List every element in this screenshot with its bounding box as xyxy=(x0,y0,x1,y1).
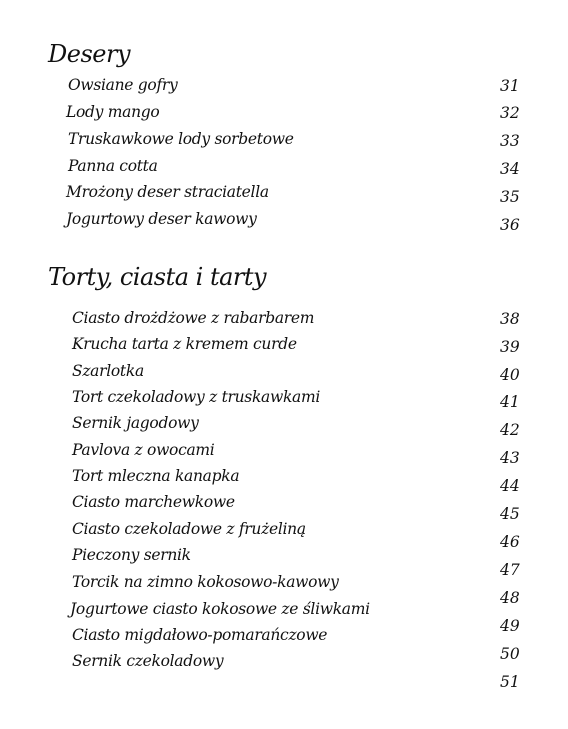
toc-entry-page: 35 xyxy=(500,188,520,206)
toc-entry-page: 44 xyxy=(500,477,520,495)
toc-entry-page: 43 xyxy=(500,449,520,467)
toc-entry-title: Pieczony sernik xyxy=(72,546,191,564)
toc-entry-page: 42 xyxy=(500,421,520,439)
toc-entry-page: 38 xyxy=(500,310,520,328)
toc-entry-title: Sernik jagodowy xyxy=(72,414,199,432)
toc-entry-title: Truskawkowe lody sorbetowe xyxy=(68,130,294,148)
toc-entry-title: Owsiane gofry xyxy=(68,76,178,94)
toc-entry-page: 50 xyxy=(500,645,520,663)
toc-entry-page: 48 xyxy=(500,589,520,607)
toc-entry-page: 51 xyxy=(500,673,520,691)
toc-entry-title: Ciasto czekoladowe z frużeliną xyxy=(72,520,306,538)
toc-entry-title: Lody mango xyxy=(66,103,160,121)
toc-entry-page: 41 xyxy=(500,393,520,411)
toc-entry-page: 32 xyxy=(500,104,520,122)
toc-entry-page: 34 xyxy=(500,160,520,178)
toc-entry-title: Krucha tarta z kremem curde xyxy=(72,335,297,353)
toc-entry-title: Szarlotka xyxy=(72,362,144,380)
toc-entry-title: Tort mleczna kanapka xyxy=(72,467,240,485)
toc-entry-page: 47 xyxy=(500,561,520,579)
toc-entry-title: Sernik czekoladowy xyxy=(72,652,224,670)
toc-entry-title: Torcik na zimno kokosowo-kawowy xyxy=(72,573,339,591)
toc-entry-title: Mrożony deser straciatella xyxy=(66,183,269,201)
section-title-desery: Desery xyxy=(48,40,130,68)
toc-entry-page: 33 xyxy=(500,132,520,150)
toc-entry-title: Tort czekoladowy z truskawkami xyxy=(72,388,321,406)
toc-entry-title: Ciasto migdałowo-pomarańczowe xyxy=(72,626,328,644)
toc-entry-title: Jogurtowe ciasto kokosowe ze śliwkami xyxy=(70,600,370,618)
toc-entry-page: 45 xyxy=(500,505,520,523)
toc-entry-title: Jogurtowy deser kawowy xyxy=(66,210,257,228)
toc-entry-title: Panna cotta xyxy=(68,157,158,175)
toc-entry-title: Ciasto drożdżowe z rabarbarem xyxy=(72,309,315,327)
toc-entry-page: 36 xyxy=(500,216,520,234)
toc-entry-title: Pavlova z owocami xyxy=(72,441,215,459)
toc-entry-page: 49 xyxy=(500,617,520,635)
toc-entry-page: 39 xyxy=(500,338,520,356)
toc-entry-page: 40 xyxy=(500,366,520,384)
toc-entry-page: 31 xyxy=(500,77,520,95)
toc-entry-page: 46 xyxy=(500,533,520,551)
section-title-torty: Torty, ciasta i tarty xyxy=(48,263,267,291)
toc-entry-title: Ciasto marchewkowe xyxy=(72,493,235,511)
